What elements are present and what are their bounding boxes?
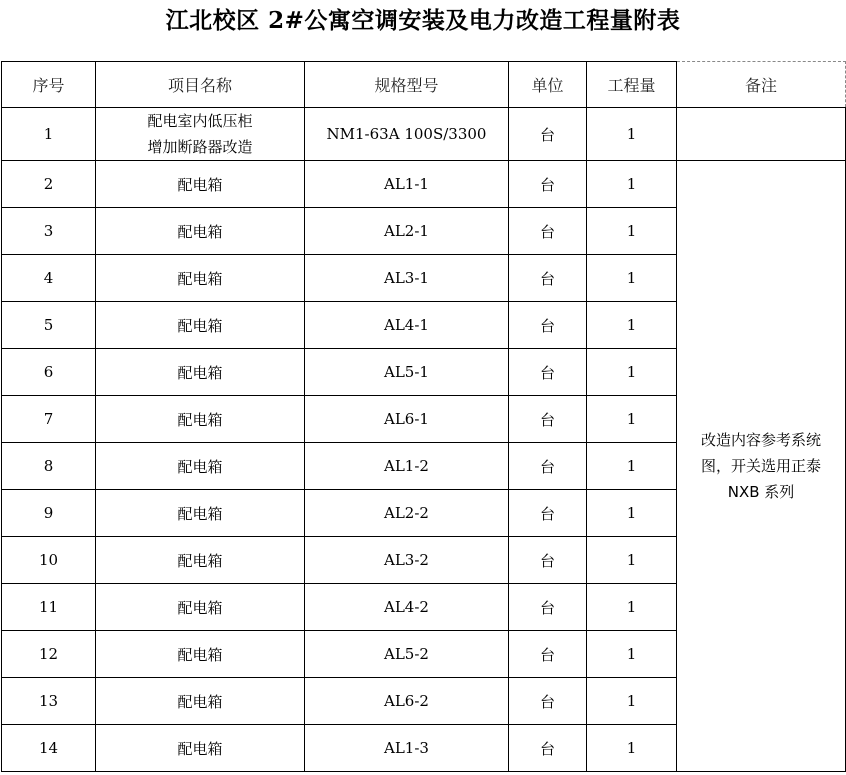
table-row [2, 108, 846, 161]
cell-index: 2 [2, 161, 96, 208]
cell-spec: AL4-1 [305, 302, 509, 349]
cell-unit: 台 [509, 302, 587, 349]
cell-spec: NM1-63A 100S/3300 [305, 108, 509, 161]
remark-line: NXB 系列 [727, 483, 795, 501]
cell-spec: AL5-2 [305, 631, 509, 678]
cell-spec: AL4-2 [305, 584, 509, 631]
table-row [2, 161, 846, 208]
cell-index: 1 [2, 108, 96, 161]
cell-unit: 台 [509, 161, 587, 208]
cell-name: 配电箱 [96, 584, 305, 631]
cell-quantity: 1 [587, 302, 677, 349]
page-title: 江北校区 2#公寓空调安装及电力改造工程量附表 [165, 7, 681, 34]
cell-unit: 台 [509, 678, 587, 725]
cell-unit: 台 [509, 396, 587, 443]
cell-index: 6 [2, 349, 96, 396]
cell-name [96, 108, 305, 161]
cell-quantity: 1 [587, 396, 677, 443]
cell-spec: AL3-1 [305, 255, 509, 302]
cell-remark [677, 108, 846, 161]
cell-quantity: 1 [587, 490, 677, 537]
cell-spec: AL6-2 [305, 678, 509, 725]
cell-quantity: 1 [587, 537, 677, 584]
header-row [2, 62, 846, 108]
cell-unit: 台 [509, 584, 587, 631]
cell-quantity: 1 [587, 255, 677, 302]
cell-index: 14 [2, 725, 96, 772]
cell-unit: 台 [509, 443, 587, 490]
cell-name: 配电箱 [96, 255, 305, 302]
cell-name: 配电箱 [96, 678, 305, 725]
cell-name-line: 配电室内低压柜 [147, 112, 253, 130]
cell-quantity: 1 [587, 584, 677, 631]
cell-quantity: 1 [587, 161, 677, 208]
header-spec: 规格型号 [305, 62, 509, 108]
cell-name: 配电箱 [96, 725, 305, 772]
cell-index: 12 [2, 631, 96, 678]
cell-spec: AL1-1 [305, 161, 509, 208]
cell-quantity: 1 [587, 208, 677, 255]
cell-index: 11 [2, 584, 96, 631]
cell-spec: AL5-1 [305, 349, 509, 396]
cell-index: 3 [2, 208, 96, 255]
remark-line: 改造内容参考系统 [700, 431, 821, 449]
cell-index: 5 [2, 302, 96, 349]
cell-unit: 台 [509, 725, 587, 772]
cell-index: 8 [2, 443, 96, 490]
cell-spec: AL3-2 [305, 537, 509, 584]
cell-index: 7 [2, 396, 96, 443]
header-quantity: 工程量 [587, 62, 677, 108]
cell-unit: 台 [509, 490, 587, 537]
cell-name: 配电箱 [96, 537, 305, 584]
quantity-table [1, 61, 846, 772]
header-remark: 备注 [677, 62, 846, 108]
cell-spec: AL6-1 [305, 396, 509, 443]
cell-index: 13 [2, 678, 96, 725]
cell-index: 9 [2, 490, 96, 537]
header-unit: 单位 [509, 62, 587, 108]
cell-spec: AL1-3 [305, 725, 509, 772]
cell-spec: AL2-2 [305, 490, 509, 537]
cell-name: 配电箱 [96, 161, 305, 208]
cell-quantity: 1 [587, 349, 677, 396]
header-name: 项目名称 [96, 62, 305, 108]
cell-name: 配电箱 [96, 349, 305, 396]
cell-name: 配电箱 [96, 443, 305, 490]
cell-quantity: 1 [587, 108, 677, 161]
cell-spec: AL1-2 [305, 443, 509, 490]
cell-index: 10 [2, 537, 96, 584]
cell-unit: 台 [509, 108, 587, 161]
cell-name: 配电箱 [96, 208, 305, 255]
cell-spec: AL2-1 [305, 208, 509, 255]
cell-quantity: 1 [587, 725, 677, 772]
cell-quantity: 1 [587, 631, 677, 678]
cell-quantity: 1 [587, 678, 677, 725]
cell-unit: 台 [509, 537, 587, 584]
cell-name: 配电箱 [96, 631, 305, 678]
cell-index: 4 [2, 255, 96, 302]
cell-quantity: 1 [587, 443, 677, 490]
cell-unit: 台 [509, 208, 587, 255]
cell-name: 配电箱 [96, 490, 305, 537]
cell-name: 配电箱 [96, 396, 305, 443]
header-index: 序号 [2, 62, 96, 108]
cell-unit: 台 [509, 349, 587, 396]
merged-remark-cell [677, 161, 846, 772]
cell-unit: 台 [509, 255, 587, 302]
remark-line: 图，开关选用正泰 [700, 457, 821, 475]
cell-name: 配电箱 [96, 302, 305, 349]
cell-name-line: 增加断路器改造 [147, 138, 253, 156]
cell-unit: 台 [509, 631, 587, 678]
